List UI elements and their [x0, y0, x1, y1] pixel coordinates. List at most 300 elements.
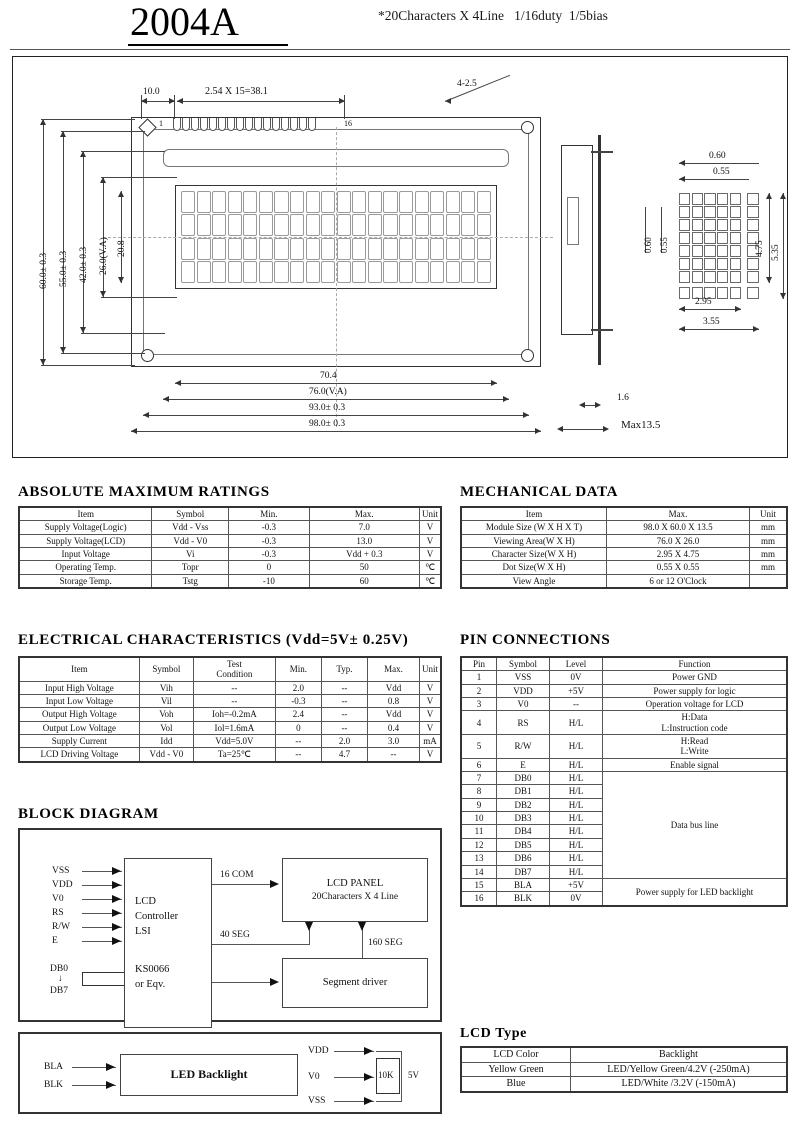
- table-row: [19, 561, 441, 574]
- cell-level: H/L: [550, 711, 603, 735]
- cell-symbol: V0: [497, 698, 550, 711]
- col-max: Max.: [367, 657, 419, 681]
- cell-item: View Angle: [461, 574, 607, 588]
- block-input-vss: VSS: [52, 866, 70, 876]
- char-cell: [274, 191, 288, 213]
- cell-symbol: VDD: [497, 684, 550, 697]
- char-cell: [415, 261, 429, 283]
- function-line1: H:Data: [681, 712, 708, 723]
- cell-level: H/L: [550, 825, 603, 838]
- cell-level: 0V: [550, 892, 603, 906]
- char-cell: [274, 214, 288, 236]
- table-row: [19, 574, 441, 588]
- col-symbol: Symbol: [152, 507, 229, 521]
- dim-width-overall: 98.0± 0.3: [309, 419, 346, 429]
- signal-arrow: [106, 1081, 115, 1089]
- dim-line: [769, 193, 770, 283]
- cell-pin: 4: [461, 711, 497, 735]
- cell-test-condition: Ta=25℃: [193, 748, 275, 762]
- cell-symbol: Vdd - V0: [139, 748, 193, 762]
- cell-symbol: Voh: [139, 708, 193, 721]
- char-cell: [212, 238, 226, 260]
- char-cell: [383, 214, 397, 236]
- dot-cell: [679, 245, 690, 257]
- cell-test-condition: Ioh=-0.2mA: [193, 708, 275, 721]
- dot-cell: [679, 258, 690, 270]
- cell-pin: 2: [461, 684, 497, 697]
- segment-driver-label: Segment driver: [322, 977, 388, 989]
- dim-height-active: 20.8: [117, 240, 127, 257]
- cell-item: Viewing Area(W X H): [461, 534, 607, 547]
- dim-arrow: [535, 428, 541, 434]
- table-row: [19, 735, 441, 748]
- char-cell: [259, 238, 273, 260]
- cell-level: +5V: [550, 684, 603, 697]
- cell-unit: ℃: [419, 561, 441, 574]
- dot-cell: [704, 219, 715, 231]
- cell-backlight: LED/White /3.2V (-150mA): [571, 1077, 788, 1092]
- led-backlight-label: LED Backlight: [170, 1067, 248, 1082]
- dot-cell: [692, 258, 703, 270]
- cell-level: +5V: [550, 878, 603, 891]
- table-row: [461, 772, 787, 785]
- pin-header-strip: [173, 118, 316, 131]
- cell-test-condition: Iol=1.6mA: [193, 721, 275, 734]
- signal-arrow: [364, 1047, 373, 1055]
- cell-pin: 15: [461, 878, 497, 891]
- block-diagram-title: BLOCK DIAGRAM: [18, 806, 159, 822]
- horizontal-centerline: [103, 237, 553, 238]
- char-cell: [243, 191, 257, 213]
- char-cell: [243, 214, 257, 236]
- cell-unit: V: [419, 548, 441, 561]
- controller-line3: LSI: [135, 926, 151, 938]
- dim-line: [43, 119, 44, 365]
- table-row: [461, 684, 787, 697]
- char-cell: [352, 191, 366, 213]
- com-label: 16 COM: [220, 870, 254, 880]
- col-symbol: Symbol: [139, 657, 193, 681]
- signal-arrow: [112, 881, 121, 889]
- char-cell: [228, 261, 242, 283]
- dim-pin-pitch: 2.54 X 15=38.1: [205, 86, 268, 97]
- dim-line: [131, 431, 541, 432]
- dim-arrow: [118, 277, 124, 283]
- signal-arrow: [106, 1063, 115, 1071]
- mounting-hole: [521, 349, 534, 362]
- col-lcd-color: LCD Color: [461, 1047, 571, 1062]
- col-max: Max.: [607, 507, 750, 521]
- dot-cell: [679, 232, 690, 244]
- char-cell: [352, 238, 366, 260]
- cell-item: Input Voltage: [19, 548, 152, 561]
- char-cell: [321, 261, 335, 283]
- cell-min: 2.0: [275, 681, 321, 694]
- dim-line: [63, 131, 64, 353]
- mounting-hole: [521, 121, 534, 134]
- ext-line: [81, 333, 165, 334]
- char-cell: [446, 238, 460, 260]
- dot-cell: [717, 193, 728, 205]
- mechanical-drawing-panel: [12, 56, 788, 458]
- cell-max: 76.0 X 26.0: [607, 534, 750, 547]
- char-cell: [461, 191, 475, 213]
- char-cell: [212, 191, 226, 213]
- dot-cell: [717, 245, 728, 257]
- signal-arrow: [112, 937, 121, 945]
- cell-min: -0.3: [229, 521, 310, 534]
- table-row: [19, 708, 441, 721]
- cell-pin: 3: [461, 698, 497, 711]
- dim-width-active: 70.4: [320, 371, 337, 381]
- dot-cell: [704, 232, 715, 244]
- cell-typ: --: [321, 721, 367, 734]
- dot-cell: [679, 219, 690, 231]
- cell-typ: 2.0: [321, 735, 367, 748]
- cell-max: 50: [309, 561, 419, 574]
- char-cell: [399, 238, 413, 260]
- cell-pin: 14: [461, 865, 497, 878]
- col-unit: Unit: [419, 507, 441, 521]
- dim-height-va: 26.0(V.A): [99, 237, 109, 275]
- dim-height-overall: 60.0± 0.3: [39, 252, 49, 289]
- char-cell: [197, 261, 211, 283]
- cell-max: 7.0: [309, 521, 419, 534]
- dim-dot-pitch-w: 0.60: [709, 151, 726, 161]
- dim-pin-offset: 10.0: [143, 87, 160, 97]
- char-cell: [415, 238, 429, 260]
- pin-number-last: 16: [344, 119, 352, 128]
- cell-function: [603, 735, 788, 759]
- dim-arrow: [143, 412, 149, 418]
- cell-item: Supply Voltage(Logic): [19, 521, 152, 534]
- cell-min: -0.3: [275, 695, 321, 708]
- pot-wire-bottom: [376, 1101, 402, 1102]
- table-header-row: [461, 657, 787, 671]
- col-max: Max.: [309, 507, 419, 521]
- cell-unit: [750, 574, 788, 588]
- dim-arrow: [445, 98, 451, 104]
- cell-unit: V: [419, 708, 441, 721]
- cell-symbol: BLK: [497, 892, 550, 906]
- cell-symbol: DB1: [497, 785, 550, 798]
- char-cell: [337, 191, 351, 213]
- dot-cell: [717, 232, 728, 244]
- dim-line: [679, 163, 759, 164]
- char-cell: [446, 261, 460, 283]
- dot-cell: [717, 287, 728, 299]
- cell-level: H/L: [550, 735, 603, 759]
- leader-line: [445, 75, 510, 102]
- ext-line: [101, 177, 177, 178]
- cell-symbol: DB0: [497, 772, 550, 785]
- char-cell: [181, 191, 195, 213]
- dim-arrow: [503, 396, 509, 402]
- dim-height-pcb: 55.0± 0.3: [59, 250, 69, 287]
- dim-arrow: [780, 293, 786, 299]
- abs-max-ratings-table: [18, 506, 442, 589]
- dot-cell: [692, 193, 703, 205]
- char-cell: [259, 214, 273, 236]
- table-row: [461, 574, 787, 588]
- dim-line: [177, 101, 345, 102]
- cell-max: 13.0: [309, 534, 419, 547]
- table-row: [461, 758, 787, 771]
- dot-cell: [692, 271, 703, 283]
- function-line2: L:Instruction code: [661, 722, 728, 733]
- cell-item: LCD Driving Voltage: [19, 748, 139, 762]
- pin-tooth: [245, 118, 253, 131]
- cell-item: Input High Voltage: [19, 681, 139, 694]
- table-row: [461, 711, 787, 735]
- char-cell: [383, 261, 397, 283]
- mechanical-data-table: [460, 506, 788, 589]
- char-cell: [337, 261, 351, 283]
- dim-arrow: [753, 326, 759, 332]
- com-line: [212, 884, 274, 885]
- dim-char-h-total: 5.35: [771, 244, 781, 261]
- table-row: [19, 521, 441, 534]
- dot-cell: [747, 287, 759, 299]
- cell-max: --: [367, 748, 419, 762]
- dim-line: [561, 429, 607, 430]
- char-cell: [197, 214, 211, 236]
- char-cell: [290, 238, 304, 260]
- backlight-right-vdd: VDD: [308, 1046, 329, 1056]
- char-cell: [306, 191, 320, 213]
- char-cell: [461, 238, 475, 260]
- table-header-row: [461, 1047, 787, 1062]
- cell-unit: mm: [750, 534, 788, 547]
- backlight-diagram-panel: [18, 1032, 442, 1114]
- lcd-type-title: LCD Type: [460, 1026, 527, 1041]
- ext-line: [41, 119, 135, 120]
- dim-char-w-dots: 2.95: [695, 297, 712, 307]
- pin-tooth: [290, 118, 298, 131]
- table-row: [461, 534, 787, 547]
- char-cell: [461, 261, 475, 283]
- block-bus-separator: ↓: [58, 974, 63, 984]
- char-cell: [181, 214, 195, 236]
- cell-symbol: E: [497, 758, 550, 771]
- cell-min: 0: [275, 721, 321, 734]
- cell-symbol: DB2: [497, 798, 550, 811]
- char-cell: [306, 214, 320, 236]
- backlight-right-vss: VSS: [308, 1096, 326, 1106]
- dot-cell: [704, 271, 715, 283]
- cell-max: 6 or 12 O'Clock: [607, 574, 750, 588]
- dim-arrow: [131, 428, 137, 434]
- char-cell: [383, 238, 397, 260]
- char-cell: [321, 238, 335, 260]
- controller-line5: or Eqv.: [135, 978, 166, 990]
- seg40-label: 40 SEG: [220, 930, 250, 940]
- dot-cell: [692, 232, 703, 244]
- cell-symbol: DB5: [497, 838, 550, 851]
- block-input-e: E: [52, 936, 58, 946]
- dot-cell: [717, 206, 728, 218]
- mounting-hole: [141, 349, 154, 362]
- dim-line: [143, 415, 529, 416]
- signal-arrow: [112, 895, 121, 903]
- cell-symbol: DB4: [497, 825, 550, 838]
- pin-tooth: [209, 118, 217, 131]
- electrical-characteristics-title: ELECTRICAL CHARACTERISTICS (Vdd=5V± 0.25V): [18, 632, 409, 648]
- dot-cell: [704, 245, 715, 257]
- abs-max-ratings-title: ABSOLUTE MAXIMUM RATINGS: [18, 484, 270, 500]
- dim-hole-callout: 4-2.5: [457, 79, 477, 89]
- col-pin: Pin: [461, 657, 497, 671]
- backlight-right-v0: V0: [308, 1072, 320, 1082]
- cell-max: 2.95 X 4.75: [607, 548, 750, 561]
- cell-pin: 6: [461, 758, 497, 771]
- dot-cell: [747, 193, 759, 205]
- dot-cell: [747, 271, 759, 283]
- cell-level: H/L: [550, 785, 603, 798]
- char-cell: [243, 261, 257, 283]
- cell-typ: --: [321, 681, 367, 694]
- cell-item: Operating Temp.: [19, 561, 152, 574]
- table-row: [19, 721, 441, 734]
- cell-min: -0.3: [229, 548, 310, 561]
- dim-arrow: [141, 98, 147, 104]
- dim-max-thickness: Max13.5: [621, 419, 661, 431]
- cell-level: H/L: [550, 758, 603, 771]
- dim-arrow: [579, 402, 585, 408]
- cell-level: H/L: [550, 772, 603, 785]
- dim-line: [679, 309, 741, 310]
- dot-matrix-detail: [679, 193, 741, 283]
- cell-unit: mA: [419, 735, 441, 748]
- dot-cell: [730, 206, 741, 218]
- cell-item: Character Size(W X H): [461, 548, 607, 561]
- ext-line: [61, 131, 145, 132]
- panel-line1: LCD PANEL: [326, 877, 384, 889]
- dim-arrow: [177, 98, 183, 104]
- dim-dot-size-w: 0.55: [713, 167, 730, 177]
- lcd-controller-block: [124, 858, 212, 1028]
- cell-max: Vdd: [367, 681, 419, 694]
- dot-matrix-corner: [747, 287, 759, 299]
- cell-function: Operation voltage for LCD: [603, 698, 788, 711]
- dim-width-va: 76.0(V.A): [309, 387, 347, 397]
- char-cell: [383, 191, 397, 213]
- cell-symbol: DB7: [497, 865, 550, 878]
- signal-arrow: [112, 867, 121, 875]
- segment-driver-block: [282, 958, 428, 1008]
- cell-item: Output Low Voltage: [19, 721, 139, 734]
- pin-tooth: [281, 118, 289, 131]
- char-cell: [399, 191, 413, 213]
- ext-line: [41, 365, 135, 366]
- cell-level: H/L: [550, 852, 603, 865]
- signal-arrow: [112, 923, 121, 931]
- pin-tooth: [191, 118, 199, 131]
- char-cell: [274, 238, 288, 260]
- page-header: [0, 0, 800, 48]
- dim-dot-size-h: 0.55: [659, 237, 669, 253]
- cell-item: Supply Voltage(LCD): [19, 534, 152, 547]
- cell-typ: 4.7: [321, 748, 367, 762]
- cell-max: 0.55 X 0.55: [607, 561, 750, 574]
- pin-tooth: [254, 118, 262, 131]
- part-number-underline: [128, 44, 288, 46]
- dim-line: [121, 191, 122, 283]
- cell-unit: V: [419, 681, 441, 694]
- cell-unit: mm: [750, 561, 788, 574]
- cell-level: --: [550, 698, 603, 711]
- dot-cell: [692, 219, 703, 231]
- test-condition-line2: Condition: [216, 669, 253, 680]
- dim-arrow: [118, 191, 124, 197]
- cell-max: Vdd + 0.3: [309, 548, 419, 561]
- cell-min: -0.3: [229, 534, 310, 547]
- side-view-pin: [591, 151, 613, 153]
- side-view-contrast-tab: [567, 197, 579, 245]
- table-row: [19, 534, 441, 547]
- cell-max: 60: [309, 574, 419, 588]
- table-row: [19, 695, 441, 708]
- table-row: [461, 521, 787, 534]
- potentiometer-value: 10K: [378, 1070, 394, 1080]
- dim-line: [783, 193, 784, 299]
- cell-pin: 13: [461, 852, 497, 865]
- cell-unit: mm: [750, 521, 788, 534]
- signal-arrow: [364, 1097, 373, 1105]
- dot-cell: [730, 258, 741, 270]
- char-cell: [430, 261, 444, 283]
- dot-cell: [704, 258, 715, 270]
- controller-line2: Controller: [135, 911, 179, 923]
- controller-line4: KS0066: [135, 963, 170, 975]
- table-row: [461, 561, 787, 574]
- cell-level: H/L: [550, 838, 603, 851]
- col-item: Item: [461, 507, 607, 521]
- cell-min: 0: [229, 561, 310, 574]
- ext-line: [61, 353, 145, 354]
- cell-unit: V: [419, 695, 441, 708]
- char-cell: [337, 238, 351, 260]
- char-cell: [259, 191, 273, 213]
- cell-unit: V: [419, 748, 441, 762]
- dim-line: [83, 151, 84, 333]
- col-typ: Typ.: [321, 657, 367, 681]
- pin-tooth: [272, 118, 280, 131]
- mechanical-data-title: MECHANICAL DATA: [460, 484, 619, 500]
- dot-cell: [730, 245, 741, 257]
- cell-level: 0V: [550, 671, 603, 684]
- table-header-row: [461, 507, 787, 521]
- dim-height-bezel: 42.0± 0.3: [79, 246, 89, 283]
- dim-char-w-total: 3.55: [703, 317, 720, 327]
- dot-cell: [747, 206, 759, 218]
- cell-function: Power supply for logic: [603, 684, 788, 697]
- cell-item: Module Size (W X H X T): [461, 521, 607, 534]
- cell-item: Input Low Voltage: [19, 695, 139, 708]
- char-cell: [228, 238, 242, 260]
- table-row: [461, 1077, 787, 1092]
- ext-line: [81, 151, 165, 152]
- driver-line: [212, 982, 274, 983]
- cell-symbol: Topr: [152, 561, 229, 574]
- char-cell: [415, 191, 429, 213]
- dim-arrow: [766, 277, 772, 283]
- cell-unit: ℃: [419, 574, 441, 588]
- pin-tooth: [173, 118, 181, 131]
- dot-cell: [679, 206, 690, 218]
- pin-tooth: [308, 118, 316, 131]
- block-input-rs: RS: [52, 908, 64, 918]
